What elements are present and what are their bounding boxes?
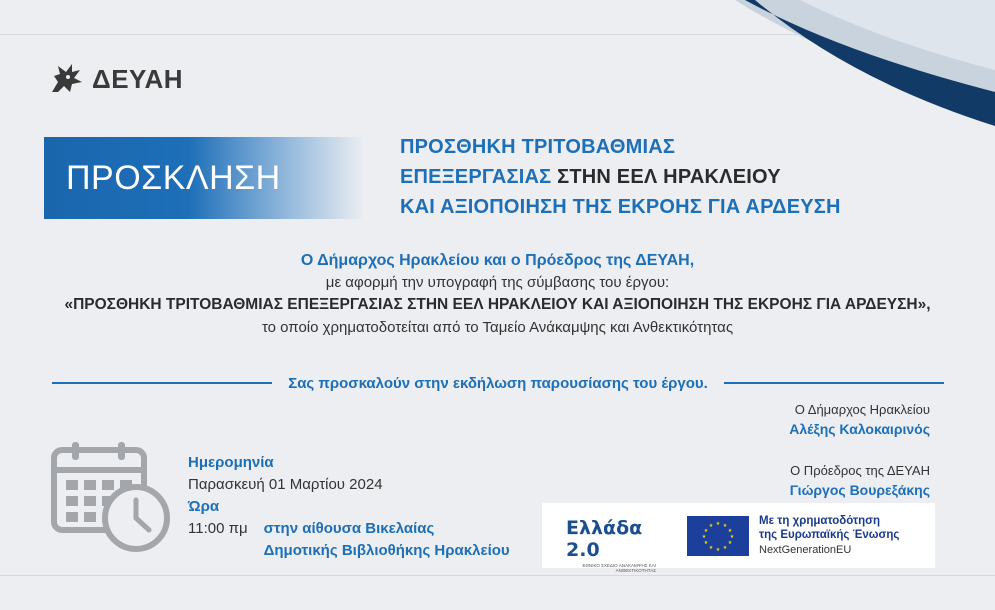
signatory-president [790,462,930,500]
svg-text:★: ★ [722,544,728,551]
svg-text:★: ★ [722,522,728,529]
headline-line-2-blue: ΕΠΕΞΕΡΓΑΣΙΑΣ [400,166,552,188]
date-label: Ημερομηνία [188,454,274,471]
invitation-body [0,250,995,339]
invite-separator [52,372,944,394]
project-headline [400,132,920,222]
time-value: 11:00 πμ [188,520,248,537]
separator-line-left [52,382,272,384]
separator-line-right [724,382,944,384]
headline-line-1: ΠΡΟΣΘΗΚΗ ΤΡΙΤΟΒΑΘΜΙΑΣ [400,136,676,158]
invitation-banner [44,137,364,219]
svg-text:★: ★ [708,544,714,551]
top-rule [0,34,995,35]
signatory-role: Ο Δήμαρχος Ηρακλείου [794,402,930,417]
eu-funding-text [759,514,899,558]
svg-text:★: ★ [715,546,721,553]
svg-text:★: ★ [715,520,721,527]
eu-next-generation: NextGenerationEU [759,543,852,556]
svg-text:★: ★ [701,533,707,540]
headline-line-2-dark: ΣΤΗΝ ΕΕΛ ΗΡΑΚΛΕΙΟΥ [557,166,781,188]
calendar-clock-icon [50,440,175,555]
headline-line-2 [400,162,920,192]
greece-2-0-logo [542,503,672,573]
time-label: Ώρα [188,498,220,515]
funding-logos [542,503,935,573]
venue [264,518,510,562]
invite-line: Σας προσκαλούν στην εκδήλωση παρουσίασης του έργου. [288,374,708,392]
svg-text:★: ★ [727,527,733,534]
griffin-emblem-icon [48,62,84,96]
date-value: Παρασκευή 01 Μαρτίου 2024 [188,476,383,493]
signatory-mayor [789,401,930,439]
venue-line-2: Δημοτικής Βιβλιοθήκης Ηρακλείου [263,542,510,559]
time-venue-row [188,518,510,562]
invitation-label: ΠΡΟΣΚΛΗΣΗ [66,158,281,197]
body-funding-note: το οποίο χρηματοδοτείται από το Ταμείο Ανάκαμψης και Ανθεκτικότητας [261,319,734,336]
signatory-name: Αλέξης Καλοκαιρινός [789,421,930,437]
greece-logo-subtitle: ΕΘΝΙΚΟ ΣΧΕΔΙΟ ΑΝΑΚΑΜΨΗΣ ΚΑΙ ΑΝΘΕΚΤΙΚΟΤΗΤΑΣ [582,563,656,573]
svg-text:★: ★ [708,522,714,529]
deyah-logo [48,62,183,96]
svg-text:★: ★ [703,539,709,546]
logo-text: ΔΕΥΑΗ [92,63,184,94]
headline-line-3: ΚΑΙ ΑΞΙΟΠΟΙΗΣΗ ΤΗΣ ΕΚΡΟΗΣ ΓΙΑ ΑΡΔΕΥΣΗ [400,196,841,218]
event-details [188,452,510,562]
eu-line-2: της Ευρωπαϊκής Ένωσης [759,528,900,541]
signatory-role: Ο Πρόεδρος της ΔΕΥΑΗ [790,463,930,478]
svg-text:★: ★ [703,527,709,534]
eu-line-1: Με τη χρηματοδότηση [759,514,881,527]
svg-text:★: ★ [727,539,733,546]
signatory-name: Γιώργος Βουρεξάκης [789,482,930,498]
svg-text:★: ★ [729,533,735,540]
eu-flag-icon [687,516,749,556]
body-project-title: «ΠΡΟΣΘΗΚΗ ΤΡΙΤΟΒΑΘΜΙΑΣ ΕΠΕΞΕΡΓΑΣΙΑΣ ΣΤΗΝ ΕΕΛ ΗΡΑΚΛΕΙΟΥ ΚΑΙ ΑΞΙΟΠΟΙΗΣΗ ΤΗΣ ΕΚΡΟΗΣ ΓΙΑ ΑΡΔΕΥΣΗ», [64,296,931,313]
greece-logo-text: Ελλάδα 2.0 [566,517,643,561]
body-occasion: με αφορμή την υπογραφή της σύμβασης του έργου: [325,274,670,291]
venue-line-1: στην αίθουσα Βικελαίας [263,520,435,537]
body-hosts: Ο Δήμαρχος Ηρακλείου και ο Πρόεδρος της ΔΕΥΑΗ, [300,252,695,269]
bottom-rule [0,575,995,576]
